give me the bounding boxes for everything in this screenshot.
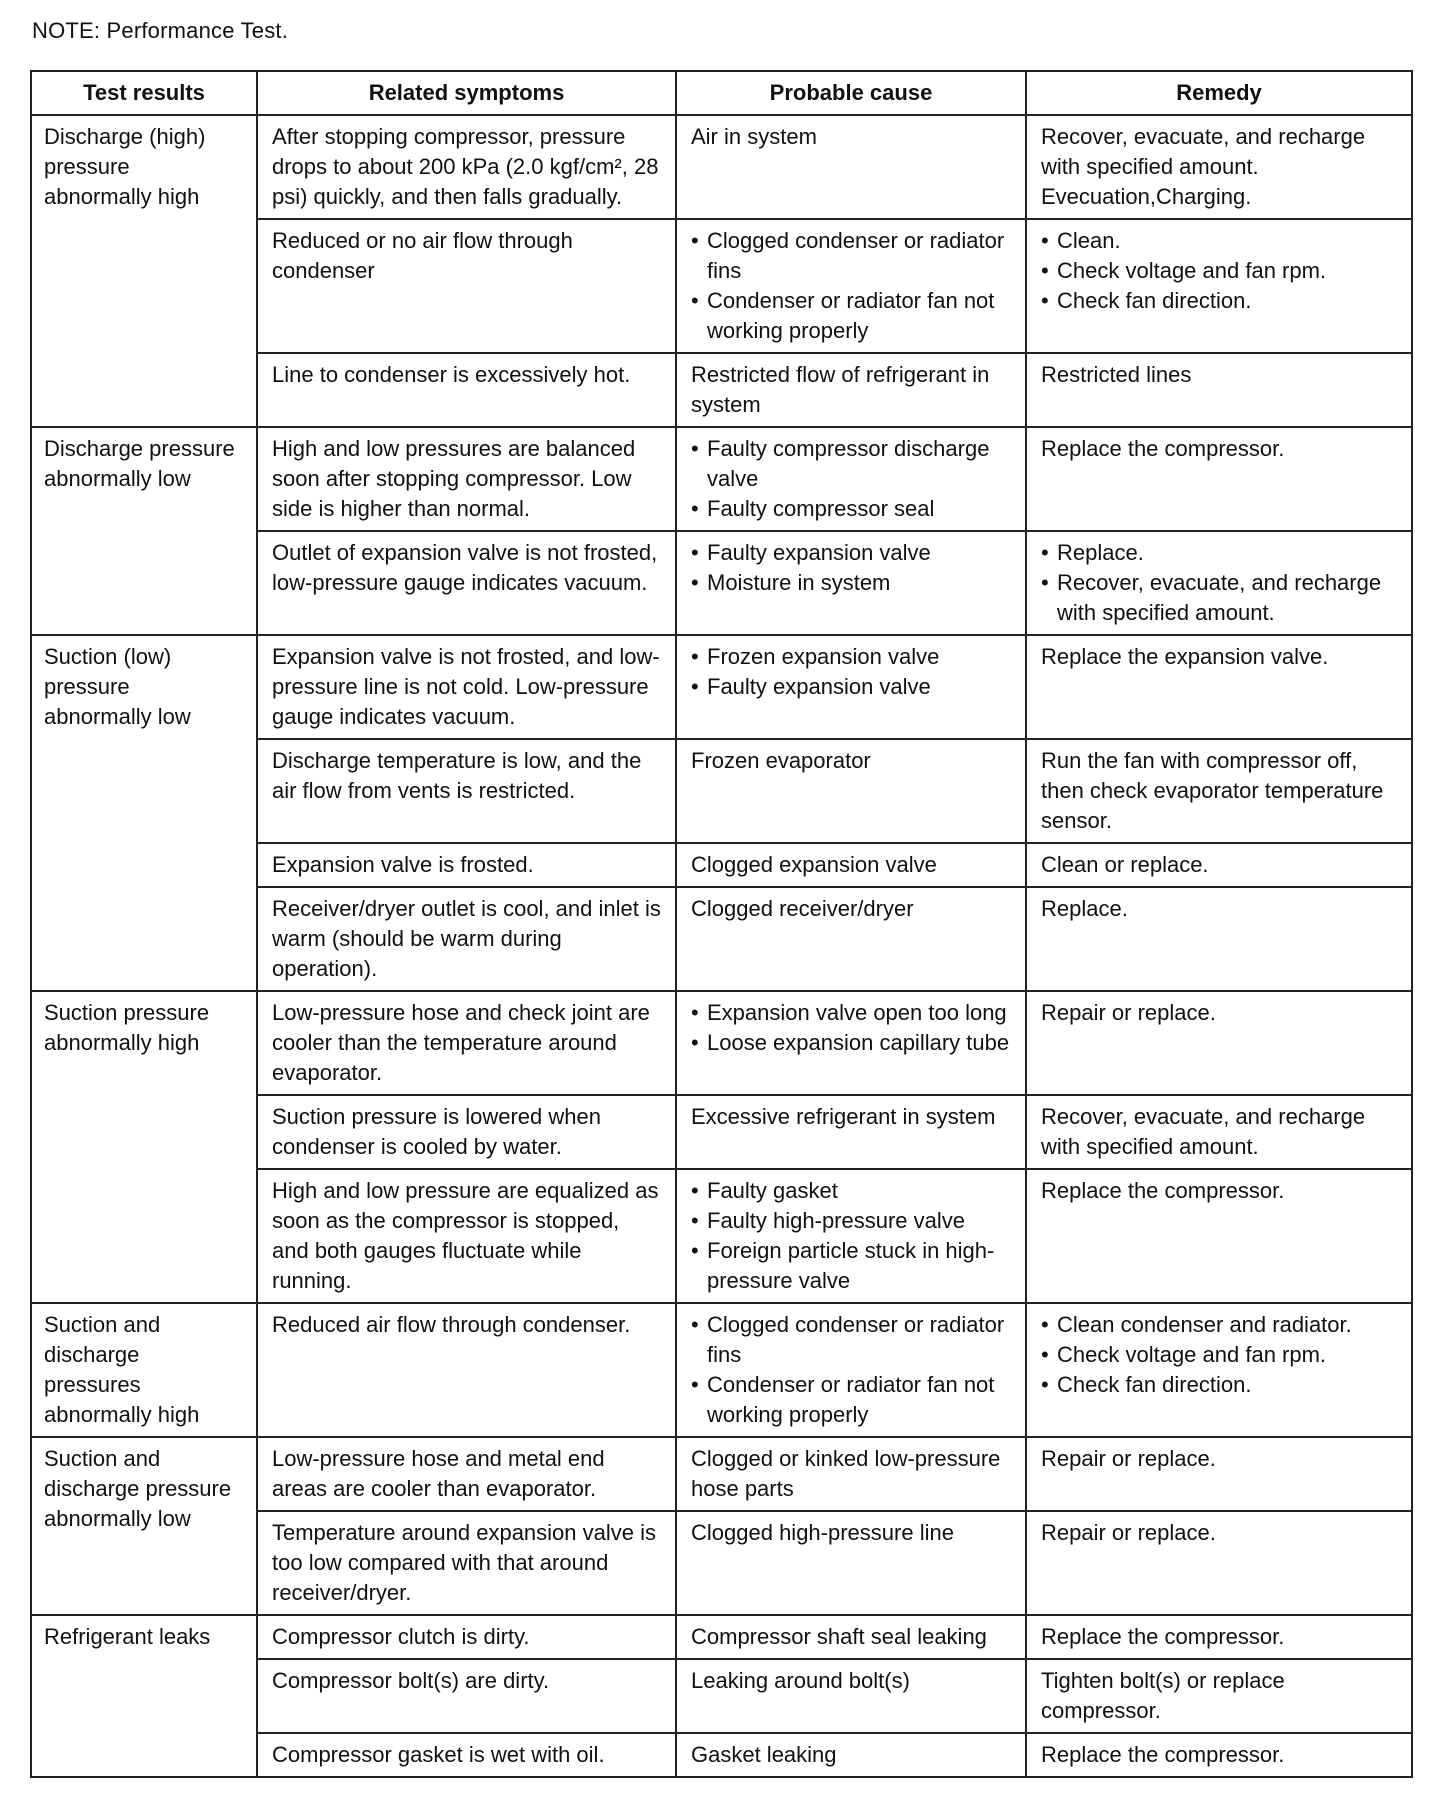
- bullet-item: • Clogged condenser or radiator fins: [691, 226, 1011, 286]
- bullet-item: • Faulty gasket: [691, 1176, 1011, 1206]
- remedy-cell: Run the fan with compressor off, then check evaporator temperature sensor.: [1026, 739, 1412, 843]
- remedy-cell: Replace the compressor.: [1026, 427, 1412, 531]
- bullet-item: • Check voltage and fan rpm.: [1041, 1340, 1397, 1370]
- cause-cell: Clogged expansion valve: [676, 843, 1026, 887]
- remedy-cell: Replace the compressor.: [1026, 1733, 1412, 1777]
- symptom-cell: Compressor gasket is wet with oil.: [257, 1733, 676, 1777]
- symptom-cell: Reduced air flow through condenser.: [257, 1303, 676, 1437]
- bullet-item: • Check voltage and fan rpm.: [1041, 256, 1397, 286]
- symptom-cell: Discharge temperature is low, and the air flow from vents is restricted.: [257, 739, 676, 843]
- cause-cell: [676, 531, 1026, 635]
- performance-test-table: [30, 70, 1413, 1778]
- note-text: NOTE: Performance Test.: [32, 18, 289, 43]
- test-result-cell: Discharge pressure abnormally low: [31, 427, 257, 635]
- bullet-item: • Clogged condenser or radiator fins: [691, 1310, 1011, 1370]
- bullet-item: • Expansion valve open too long: [691, 998, 1011, 1028]
- remedy-cell: Recover, evacuate, and recharge with specified amount. Evecuation,Charging.: [1026, 115, 1412, 219]
- cause-cell: [676, 427, 1026, 531]
- remedy-cell-list: [1041, 538, 1397, 628]
- symptom-cell: Reduced or no air flow through condenser: [257, 219, 676, 353]
- cause-cell: Clogged high-pressure line: [676, 1511, 1026, 1615]
- bullet-item: • Check fan direction.: [1041, 1370, 1397, 1400]
- bullet-item: • Foreign particle stuck in high-pressure valve: [691, 1236, 1011, 1296]
- test-result-cell: Suction pressure abnormally high: [31, 991, 257, 1303]
- cause-cell-list: [691, 538, 1011, 598]
- remedy-cell: Clean or replace.: [1026, 843, 1412, 887]
- cause-cell-list: [691, 434, 1011, 524]
- bullet-item: • Faulty compressor discharge valve: [691, 434, 1011, 494]
- symptom-cell: Outlet of expansion valve is not frosted, low-pressure gauge indicates vacuum.: [257, 531, 676, 635]
- symptom-cell: Suction pressure is lowered when condenser is cooled by water.: [257, 1095, 676, 1169]
- remedy-cell: [1026, 531, 1412, 635]
- remedy-cell: Replace.: [1026, 887, 1412, 991]
- header-test-results: Test results: [31, 71, 257, 115]
- symptom-cell: High and low pressure are equalized as soon as the compressor is stopped, and both gauges fluctuate while running.: [257, 1169, 676, 1303]
- bullet-item: • Check fan direction.: [1041, 286, 1397, 316]
- table-row: [31, 635, 1412, 739]
- bullet-item: • Clean.: [1041, 226, 1397, 256]
- header-related-symptoms: Related symptoms: [257, 71, 676, 115]
- test-result-cell: Suction (low) pressure abnormally low: [31, 635, 257, 991]
- remedy-cell: Replace the compressor.: [1026, 1169, 1412, 1303]
- cause-cell: [676, 1303, 1026, 1437]
- cause-cell: Leaking around bolt(s): [676, 1659, 1026, 1733]
- cause-cell: Excessive refrigerant in system: [676, 1095, 1026, 1169]
- bullet-item: • Faulty compressor seal: [691, 494, 1011, 524]
- table-row: [31, 115, 1412, 219]
- symptom-cell: Compressor bolt(s) are dirty.: [257, 1659, 676, 1733]
- test-result-cell: Suction and discharge pressures abnormally high: [31, 1303, 257, 1437]
- remedy-cell: Repair or replace.: [1026, 991, 1412, 1095]
- cause-cell-list: [691, 226, 1011, 346]
- bullet-item: • Faulty expansion valve: [691, 538, 1011, 568]
- test-result-cell: Discharge (high) pressure abnormally high: [31, 115, 257, 427]
- table-row: [31, 1437, 1412, 1511]
- remedy-cell: Tighten bolt(s) or replace compressor.: [1026, 1659, 1412, 1733]
- symptom-cell: Temperature around expansion valve is too low compared with that around receiver/dryer.: [257, 1511, 676, 1615]
- test-result-cell: Suction and discharge pressure abnormally low: [31, 1437, 257, 1615]
- cause-cell: Compressor shaft seal leaking: [676, 1615, 1026, 1659]
- cause-cell-list: [691, 998, 1011, 1058]
- symptom-cell: After stopping compressor, pressure drops to about 200 kPa (2.0 kgf/cm², 28 psi) quickly, and then falls gradually.: [257, 115, 676, 219]
- remedy-cell: Replace the compressor.: [1026, 1615, 1412, 1659]
- bullet-item: • Moisture in system: [691, 568, 1011, 598]
- table-row: [31, 1303, 1412, 1437]
- remedy-cell: Recover, evacuate, and recharge with specified amount.: [1026, 1095, 1412, 1169]
- cause-cell: Frozen evaporator: [676, 739, 1026, 843]
- header-probable-cause: Probable cause: [676, 71, 1026, 115]
- remedy-cell: Replace the expansion valve.: [1026, 635, 1412, 739]
- cause-cell: Air in system: [676, 115, 1026, 219]
- bullet-item: • Faulty high-pressure valve: [691, 1206, 1011, 1236]
- bullet-item: • Condenser or radiator fan not working properly: [691, 286, 1011, 346]
- cause-cell: [676, 219, 1026, 353]
- cause-cell: Gasket leaking: [676, 1733, 1026, 1777]
- table-row: [31, 1615, 1412, 1659]
- cause-cell: Restricted flow of refrigerant in system: [676, 353, 1026, 427]
- remedy-cell: [1026, 1303, 1412, 1437]
- cause-cell-list: [691, 1310, 1011, 1430]
- remedy-cell: Repair or replace.: [1026, 1437, 1412, 1511]
- cause-cell: [676, 635, 1026, 739]
- header-row: [31, 71, 1412, 115]
- bullet-item: • Condenser or radiator fan not working properly: [691, 1370, 1011, 1430]
- symptom-cell: Receiver/dryer outlet is cool, and inlet is warm (should be warm during operation).: [257, 887, 676, 991]
- symptom-cell: Low-pressure hose and check joint are cooler than the temperature around evaporator.: [257, 991, 676, 1095]
- bullet-item: • Clean condenser and radiator.: [1041, 1310, 1397, 1340]
- symptom-cell: Low-pressure hose and metal end areas are cooler than evaporator.: [257, 1437, 676, 1511]
- bullet-item: • Recover, evacuate, and recharge with specified amount.: [1041, 568, 1397, 628]
- cause-cell-list: [691, 642, 1011, 702]
- symptom-cell: Line to condenser is excessively hot.: [257, 353, 676, 427]
- remedy-cell: Restricted lines: [1026, 353, 1412, 427]
- bullet-item: • Faulty expansion valve: [691, 672, 1011, 702]
- cause-cell: Clogged or kinked low-pressure hose parts: [676, 1437, 1026, 1511]
- bullet-item: • Replace.: [1041, 538, 1397, 568]
- cause-cell: Clogged receiver/dryer: [676, 887, 1026, 991]
- remedy-cell: [1026, 219, 1412, 353]
- bullet-item: • Loose expansion capillary tube: [691, 1028, 1011, 1058]
- bullet-item: • Frozen expansion valve: [691, 642, 1011, 672]
- remedy-cell: Repair or replace.: [1026, 1511, 1412, 1615]
- symptom-cell: High and low pressures are balanced soon after stopping compressor. Low side is higher than normal.: [257, 427, 676, 531]
- remedy-cell-list: [1041, 226, 1397, 316]
- table-row: [31, 991, 1412, 1095]
- test-result-cell: Refrigerant leaks: [31, 1615, 257, 1777]
- cause-cell: [676, 991, 1026, 1095]
- table-row: [31, 427, 1412, 531]
- symptom-cell: Expansion valve is frosted.: [257, 843, 676, 887]
- cause-cell: [676, 1169, 1026, 1303]
- table-body: [31, 115, 1412, 1777]
- cause-cell-list: [691, 1176, 1011, 1296]
- remedy-cell-list: [1041, 1310, 1397, 1400]
- symptom-cell: Expansion valve is not frosted, and low-pressure line is not cold. Low-pressure gauge indicates vacuum.: [257, 635, 676, 739]
- symptom-cell: Compressor clutch is dirty.: [257, 1615, 676, 1659]
- header-remedy: Remedy: [1026, 71, 1412, 115]
